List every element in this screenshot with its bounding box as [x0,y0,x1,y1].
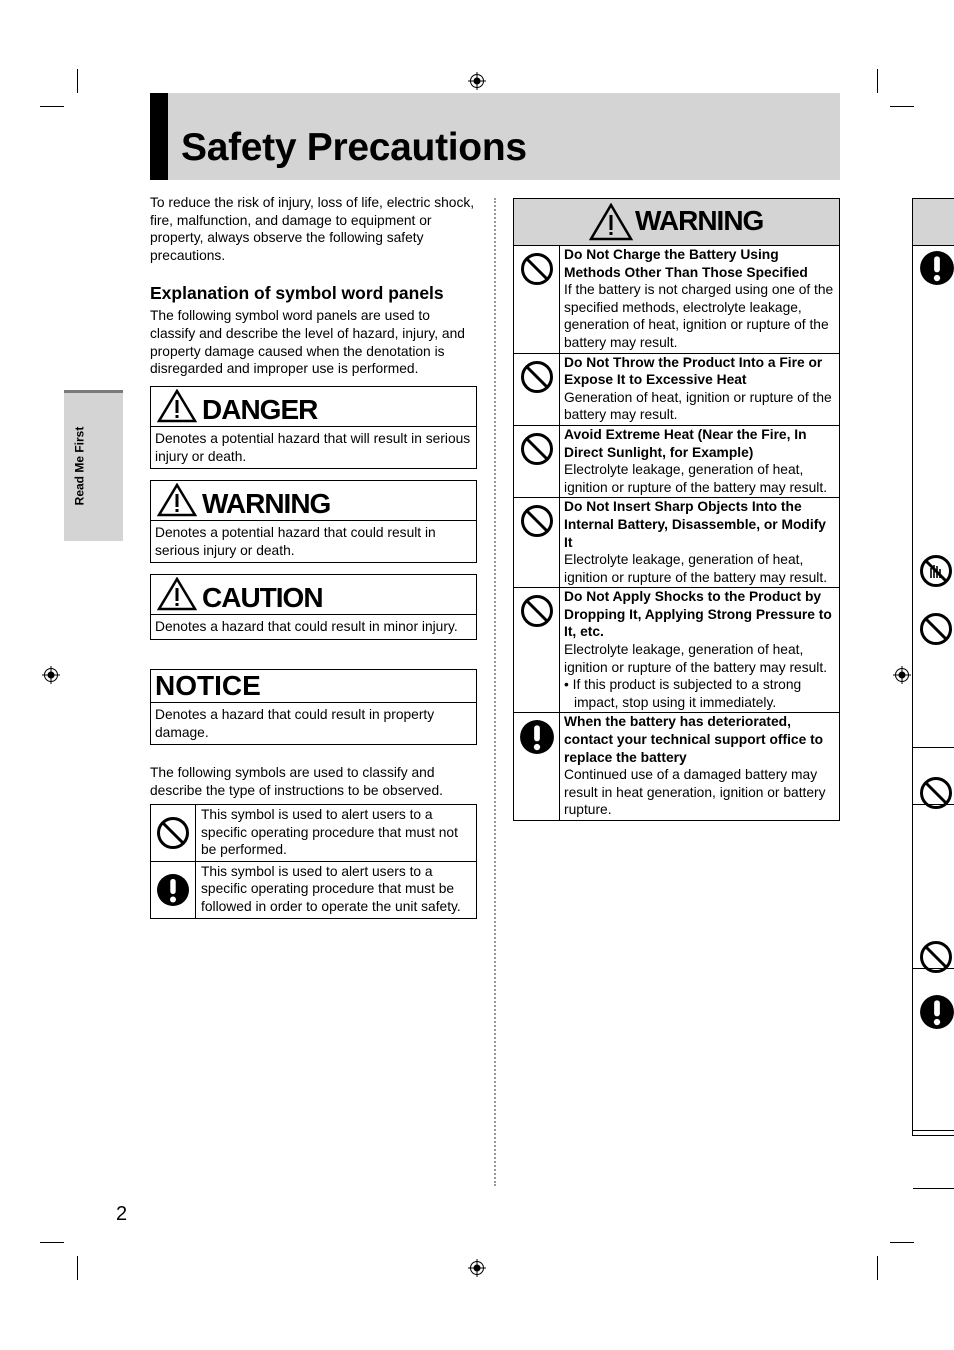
warning-item-title: When the battery has deteriorated, contact your technical support office to replace the battery [564,714,824,765]
warning-box [513,198,840,821]
warning-triangle-icon [589,203,633,241]
registration-mark-icon [468,72,486,90]
crop-mark [77,1256,78,1280]
prohibition-icon [520,504,554,538]
column-divider [494,198,496,1186]
title-bar [150,93,840,180]
table-row [151,862,476,918]
warning-item [514,354,839,426]
symbols-table [150,804,477,919]
no-touch-icon [919,554,953,588]
warning-item-title: Avoid Extreme Heat (Near the Fire, In Direct Sunlight, for Example) [564,426,807,460]
panel-description: Denotes a potential hazard that could result in serious injury or death. [155,525,436,558]
warning-item-title: Do Not Throw the Product Into a Fire or Expose It to Excessive Heat [564,354,823,388]
panel-word: NOTICE [155,670,261,701]
warning-triangle-icon [157,483,197,517]
mandatory-icon [519,719,555,755]
side-tab-label: Read Me First [72,426,87,506]
warning-item-body: Continued use of a damaged battery may result in heat generation, ignition or battery rupture. [564,767,826,818]
warning-box-header [514,199,839,246]
symbols-intro: The following symbols are used to classify and describe the type of instructions to be observed. [150,765,443,798]
warning-item-title: Do Not Charge the Battery Using Methods Other Than Those Specified [564,247,808,280]
prohibition-icon [520,252,554,286]
symbol-description: This symbol is used to alert users to a specific operating procedure that must not be performed. [201,807,458,858]
warning-panel [150,480,477,563]
side-tab [64,390,123,541]
panel-description: Denotes a hazard that could result in property damage. [155,707,435,740]
explanation-heading: Explanation of symbol word panels [150,283,444,304]
crop-mark [40,106,64,107]
warning-item-body: If the battery is not charged using one of the specified methods, electrolyte leakage, generation of heat, ignition or rupture of the battery may result. [564,282,834,350]
caution-panel [150,574,477,640]
table-row [151,805,476,862]
prohibition-icon [156,816,190,850]
warning-item [514,713,839,820]
warning-item [514,498,839,588]
danger-panel [150,386,477,469]
explanation-text: The following symbol word panels are used to classify and describe the level of hazard, injury, and property damage caused when the denotation is disregarded and improper use is performed. [150,308,465,377]
registration-mark-icon [42,666,60,684]
warning-item-bullet: • If this product is subjected to a strong impact, stop using it immediately. [564,677,802,710]
warning-item-title: Do Not Insert Sharp Objects Into the Internal Battery, Disassemble, or Modify It [564,499,826,550]
registration-mark-icon [893,666,911,684]
warning-triangle-icon [157,577,197,611]
panel-description: Denotes a hazard that could result in minor injury. [155,619,458,634]
mandatory-icon [919,994,954,1030]
prohibition-icon [919,776,953,810]
intro-text: To reduce the risk of injury, loss of life, electric shock, fire, malfunction, and damage to equipment or property, always observe the following safety precautions. [150,195,475,263]
mandatory-icon [156,873,190,907]
crop-mark [890,106,914,107]
warning-item-body: Generation of heat, ignition or rupture of the battery may result. [564,389,832,423]
warning-item-body: Electrolyte leakage, generation of heat, ignition or rupture of the battery may result. [564,462,828,495]
prohibition-icon [520,594,554,628]
notice-panel [150,669,477,745]
warning-item-body: Electrolyte leakage, generation of heat, ignition or rupture of the battery may result. [564,642,828,675]
prohibition-icon [919,612,953,646]
prohibition-icon [520,432,554,466]
crop-mark [40,1242,64,1243]
crop-mark [890,1242,914,1243]
warning-item [514,588,839,713]
prohibition-icon [520,360,554,394]
page-number: 2 [116,1203,128,1225]
warning-item [514,426,839,498]
adjacent-page-edge [912,198,954,1136]
warning-item-body: Electrolyte leakage, generation of heat, ignition or rupture of the battery may result. [564,552,828,585]
prohibition-icon [919,940,953,974]
panel-word: DANGER [202,394,318,425]
symbol-description: This symbol is used to alert users to a specific operating procedure that must be followed in order to operate the unit safety. [201,863,461,914]
crop-mark [877,69,878,93]
panel-word: WARNING [202,488,331,519]
warning-triangle-icon [157,389,197,423]
crop-mark [877,1256,878,1280]
title-accent [150,93,168,180]
left-column [150,194,477,378]
mandatory-icon [919,250,954,286]
registration-mark-icon [468,1259,486,1277]
warning-item [514,246,839,354]
warning-box-word: WARNING [635,205,764,236]
panel-word: CAUTION [202,582,323,613]
panel-description: Denotes a potential hazard that will result in serious injury or death. [155,431,471,464]
crop-mark [77,69,78,93]
page-title: Safety Precautions [181,126,527,169]
warning-item-title: Do Not Apply Shocks to the Product by Dropping It, Applying Strong Pressure to It, etc. [564,589,832,640]
